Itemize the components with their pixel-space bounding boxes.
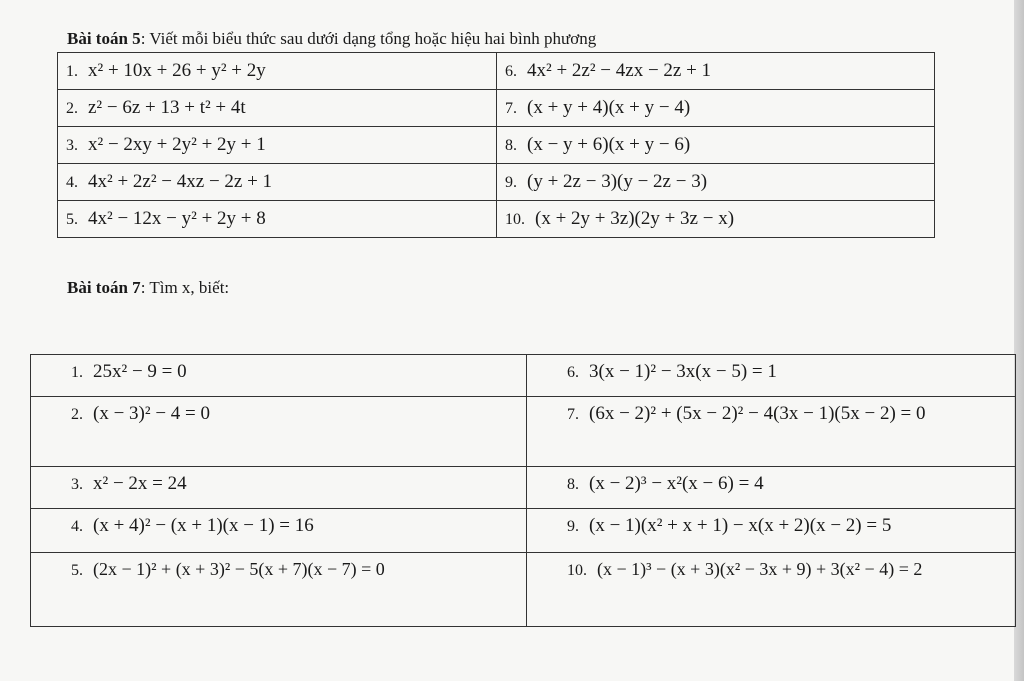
table-cell xyxy=(58,164,497,201)
item-number: 3. xyxy=(66,137,78,154)
item-number: 2. xyxy=(71,406,83,423)
expression: 3(x − 1)² − 3x(x − 5) = 1 xyxy=(589,361,777,382)
table-cell xyxy=(31,355,527,397)
table-cell xyxy=(31,397,527,467)
problem5-table xyxy=(57,52,935,238)
item-number: 5. xyxy=(71,562,83,579)
item-number: 9. xyxy=(567,518,579,535)
table-cell xyxy=(58,127,497,164)
table-row xyxy=(31,467,1016,509)
table-cell xyxy=(497,164,935,201)
expression: 25x² − 9 = 0 xyxy=(93,361,187,382)
item-number: 9. xyxy=(505,174,517,191)
problem5-title-bold: Bài toán 5 xyxy=(67,29,141,48)
table-cell xyxy=(527,553,1016,627)
problem7-table xyxy=(30,354,1016,627)
item-number: 10. xyxy=(505,211,525,228)
expression: (x + 4)² − (x + 1)(x − 1) = 16 xyxy=(93,515,314,536)
expression: (2x − 1)² + (x + 3)² − 5(x + 7)(x − 7) = 0 xyxy=(93,559,385,579)
item-number: 3. xyxy=(71,476,83,493)
item-number: 6. xyxy=(567,364,579,381)
table-cell xyxy=(31,467,527,509)
expression: x² − 2xy + 2y² + 2y + 1 xyxy=(88,134,266,155)
expression: (y + 2z − 3)(y − 2z − 3) xyxy=(527,171,708,192)
item-number: 10. xyxy=(567,562,587,579)
expression: (x − 3)² − 4 = 0 xyxy=(93,403,210,424)
expression: (x − 1)(x² + x + 1) − x(x + 2)(x − 2) = 5 xyxy=(589,515,892,536)
item-number: 1. xyxy=(71,364,83,381)
table-cell xyxy=(31,509,527,553)
expression: (x + y + 4)(x + y − 4) xyxy=(527,97,691,118)
expression: (x − y + 6)(x + y − 6) xyxy=(527,134,691,155)
table-row xyxy=(58,90,935,127)
expression: x² − 2x = 24 xyxy=(93,473,187,494)
table-cell xyxy=(31,553,527,627)
table-row xyxy=(58,53,935,90)
problem7-title-bold: Bài toán 7 xyxy=(67,278,141,297)
problem5-title-text: : Viết mỗi biểu thức sau dưới dạng tổng hoặc hiệu hai bình phương xyxy=(140,29,597,48)
expression: x² + 10x + 26 + y² + 2y xyxy=(88,60,266,81)
problem5-heading xyxy=(67,29,596,49)
table-row xyxy=(31,397,1016,467)
item-number: 7. xyxy=(505,100,517,117)
expression: 4x² − 12x − y² + 2y + 8 xyxy=(88,208,266,229)
expression: (x + 2y + 3z)(2y + 3z − x) xyxy=(535,208,735,229)
table-cell xyxy=(527,467,1016,509)
expression: 4x² + 2z² − 4xz − 2z + 1 xyxy=(88,171,273,192)
table-cell xyxy=(527,397,1016,467)
item-number: 5. xyxy=(66,211,78,228)
item-number: 6. xyxy=(505,63,517,80)
table-cell xyxy=(497,201,935,238)
item-number: 2. xyxy=(66,100,78,117)
table-cell xyxy=(58,90,497,127)
table-cell xyxy=(497,53,935,90)
item-number: 7. xyxy=(567,406,579,423)
problem7-heading xyxy=(67,278,229,298)
table-row xyxy=(58,127,935,164)
item-number: 8. xyxy=(567,476,579,493)
expression: (6x − 2)² + (5x − 2)² − 4(3x − 1)(5x − 2) = 0 xyxy=(589,403,926,424)
item-number: 4. xyxy=(71,518,83,535)
table-cell xyxy=(527,355,1016,397)
expression: 4x² + 2z² − 4zx − 2z + 1 xyxy=(527,60,712,81)
table-row xyxy=(31,553,1016,627)
table-cell xyxy=(58,53,497,90)
item-number: 4. xyxy=(66,174,78,191)
item-number: 1. xyxy=(66,63,78,80)
table-cell xyxy=(58,201,497,238)
table-row xyxy=(58,164,935,201)
expression: z² − 6z + 13 + t² + 4t xyxy=(88,97,246,118)
table-cell xyxy=(527,509,1016,553)
table-cell xyxy=(497,127,935,164)
expression: (x − 1)³ − (x + 3)(x² − 3x + 9) + 3(x² − 4) = 2 xyxy=(597,559,923,579)
table-cell xyxy=(497,90,935,127)
item-number: 8. xyxy=(505,137,517,154)
table-row xyxy=(58,201,935,238)
table-row xyxy=(31,355,1016,397)
table-row xyxy=(31,509,1016,553)
expression: (x − 2)³ − x²(x − 6) = 4 xyxy=(589,473,764,494)
problem7-title-text: : Tìm x, biết: xyxy=(140,278,230,297)
